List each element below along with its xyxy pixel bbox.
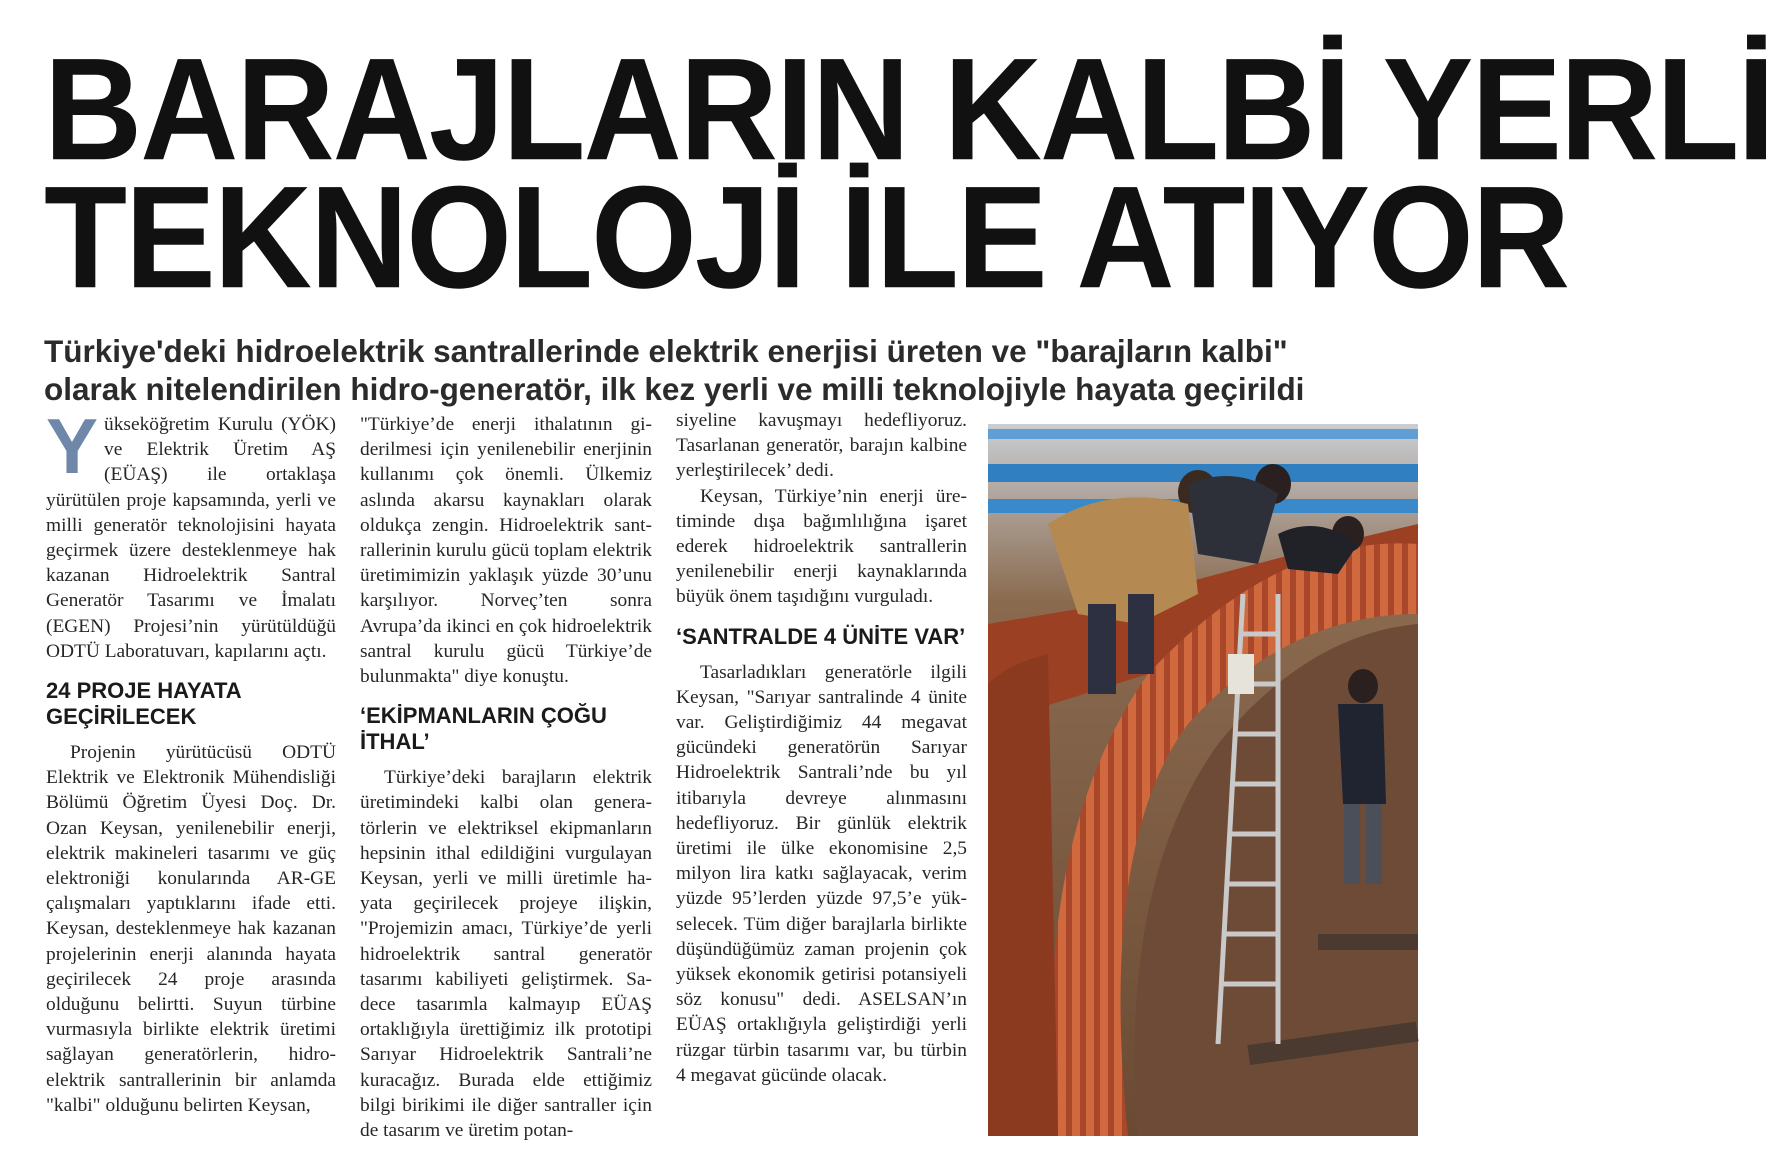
subhead-ekipmanlarin: ‘EKİPMANLARIN ÇOĞU İTHAL’ bbox=[360, 703, 607, 755]
headline-line-1: BARAJLARIN KALBİ YERLİ bbox=[44, 27, 1773, 191]
article-column-2 bbox=[360, 412, 652, 1143]
cloth bbox=[1228, 654, 1254, 694]
lead-paragraph bbox=[46, 402, 336, 664]
pipe bbox=[988, 429, 1418, 439]
paragraph: siyeline kavuşmayı hedefliyoruz. Tasarlanan generatör, barajın kalbine yerleştirilecek’ dedi. bbox=[676, 410, 967, 482]
paragraph: Türkiye’deki barajların elektrik üretimindeki kalbi olan generatörlerin ve elektriksel ekipmanların hepsinin ithal edildiğini vurgulayan Keysan, yerli ve milli üretimle hayata geçirilecek projeye ilişkin, "Projemizin amacı, Türkiye’de yerli hidroelektrik santral generatör tasarımı kabiliyeti geliştirmek. Sadece tasarımla kalmayıp EÜAŞ ortaklığıyla ürettiğimiz ilk prototipi Sarıyar Hidroelektrik Santrali’ne kuracağız. Burada elde ettiğimiz bilgi birikimi ile diğer santraller için de tasarım ve üretim potan- bbox=[360, 767, 652, 1142]
drop-cap: Y bbox=[46, 402, 99, 490]
left-wall bbox=[988, 654, 1058, 1136]
article-column-1 bbox=[46, 402, 336, 1118]
generator-illustration bbox=[988, 424, 1418, 1136]
subhead-24-proje: 24 PROJE HAYATA GEÇİRİLECEK bbox=[46, 678, 241, 730]
deck bbox=[44, 332, 1422, 408]
lead-paragraph-text: ükseköğretim Kurulu (YÖK) ve Elektrik Üretim AŞ (EÜAŞ) ile ortaklaşa yürütülen proje kapsamında, yerli ve milli generatör teknolojisini hayata geçirmek üzere desteklenmeye hak kazanan Hidroelektrik Santral Generatör Tasarımı ve İmalatı (EGEN) Projesi’nin yürütüldüğü ODTÜ Laboratuvarı, kapılarını açtı. bbox=[46, 414, 336, 662]
paragraph: Tasarladıkları generatörle ilgili Keysan, "Sarıyar santralinde 4 ünite var. Geliştirdiğimiz 44 megavat gücündeki generatörün Sarıyar Hidroelektrik Santrali’nde bu yıl itibarıyla devreye alınmasını hedefliyoruz. Bir günlük elektrik üretimi ile ülke ekonomisine 2,5 milyon lira katkı sağlayacak, verim yüzde 95’lerden yüzde 97,5’e yükselecek. Tüm diğer barajlarla birlikte düşündüğümüz zaman projenin çok yüksek ekonomik getirisi potansiyeli söz konusu" dedi. ASELSAN’ın EÜAŞ ortaklığıyla geliştirdiği yerli rüzgar türbin tasarımı var, bu türbin 4 megavat gücünde olacak. bbox=[676, 661, 967, 1086]
beam bbox=[1318, 934, 1418, 950]
headline-line-2: TEKNOLOJİ İLE ATIYOR bbox=[44, 155, 1569, 319]
article-column-3 bbox=[676, 408, 967, 1088]
deck-line-2: olarak nitelendirilen hidro-generatör, ilk kez yerli ve milli teknolojiyle hayata geçirildi bbox=[44, 371, 1305, 407]
paragraph: Projenin yürütücüsü ODTÜ Elektrik ve Elektronik Mühendisliği Bölümü Öğretim Üyesi Doç. Dr. Ozan Keysan, yenilenebilir enerji, elektrik makineleri tasarımı ve güç elektroniği konularında AR-GE çalışmaları yaptıklarını ifade etti. Keysan, desteklenmeye hak kazanan projelerinin enerji alanında hayata geçirilecek 24 proje arasında olduğunu belirtti. Suyun türbine vurmasıyla birlikte elektrik üretimi sağlayan generatörlerin, hidroelektrik santrallerinin bir anlamda "kalbi" olduğunu belirten Keysan, bbox=[46, 742, 336, 1116]
generator-photo bbox=[988, 424, 1418, 1136]
paragraph: "Türkiye’de enerji ithalatının giderilmesi için yenilenebilir enerjinin kullanımı çok önemli. Ülkemiz aslında akarsu kaynakları olarak oldukça zengin. Hidroelektrik santrallerinin kurulu gücü toplam elektrik üretimimizin yaklaşık yüzde 30’unu karşılıyor. Norveç’ten sonra Avrupa’da ikinci en çok hidroelektrik santral kurulu gücü Türkiye’de bulunmakta" diye konuştu. bbox=[360, 414, 652, 688]
subhead-santralde: ‘SANTRALDE 4 ÜNİTE VAR’ bbox=[676, 623, 966, 649]
deck-line-1: Türkiye'deki hidroelektrik santrallerinde elektrik enerjisi üreten ve "barajların kalbi" bbox=[44, 333, 1288, 369]
paragraph: Keysan, Türkiye’nin enerji üretiminde dışa bağımlılığına işaret ederek hidroelektrik santrallerin yenilenebilir enerji kaynaklarında büyük önem taşıdığını vurguladı. bbox=[676, 485, 967, 608]
